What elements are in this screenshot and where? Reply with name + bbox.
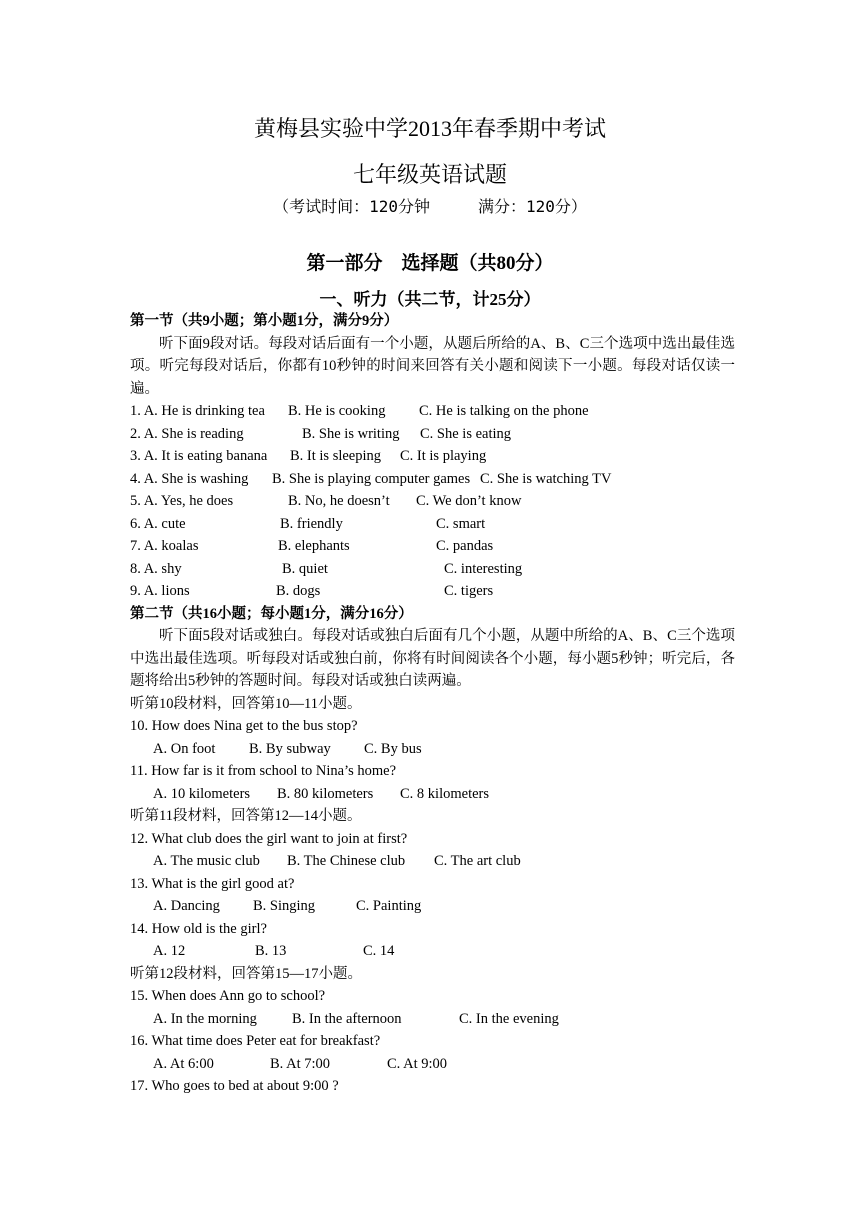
part-title: 第一部分 选择题（共80分） — [306, 253, 554, 274]
option-b: B. quiet — [282, 560, 328, 577]
option-a: A. 10 kilometers — [153, 785, 251, 802]
exam-info — [0, 194, 860, 217]
option-c: C. She is eating — [420, 425, 512, 442]
paper-title: 七年级英语试题 — [352, 162, 507, 187]
option-a: A. 12 — [153, 943, 186, 959]
option-c: C. pandas — [436, 538, 494, 554]
option-b: B. She is playing computer games — [272, 470, 471, 487]
exam-content — [130, 310, 735, 1098]
option-b: B. The Chinese club — [287, 853, 406, 869]
option-b: B. She is writing — [302, 425, 400, 442]
option-b: B. He is cooking — [288, 403, 386, 419]
question-16: 16. What time does Peter eat for breakfast? — [130, 1033, 381, 1049]
option-c: C. 8 kilometers — [400, 785, 490, 802]
option-c: C. At 9:00 — [387, 1055, 448, 1072]
sec2-instruction: 听下面5段对话或独白。每段对话或独白后面有几个小题，从题中所给的A、B、C三个选项中选出最佳选项。听每段对话或独白前，你将有时间阅读各个小题，每小题5秒钟；听完后，各题将给出5秒钟的答题时间。每段对话或独白读两遍。 — [130, 628, 735, 689]
option-b: B. Singing — [253, 898, 316, 914]
option-c: C. interesting — [444, 560, 523, 577]
option-a: A. On foot — [153, 740, 216, 757]
option-a: 6. A. cute — [130, 515, 186, 532]
time-info: （考试时间：120分钟 — [273, 197, 430, 216]
option-a: A. Dancing — [153, 898, 220, 914]
option-c: C. The art club — [434, 853, 521, 869]
sec1-heading: 第一节（共9小题；第小题1分，满分9分） — [130, 313, 399, 329]
option-b: B. By subway — [249, 740, 331, 757]
option-c: C. She is watching TV — [480, 470, 612, 487]
sec2-heading: 第二节（共16小题；每小题1分，满分16分） — [130, 605, 413, 622]
option-c: C. By bus — [364, 740, 422, 757]
option-c: C. We don’t know — [416, 493, 522, 509]
question-8 — [130, 558, 735, 581]
option-c: C. He is talking on the phone — [419, 403, 589, 419]
question-13: 13. What is the girl good at? — [130, 875, 295, 892]
option-b: B. It is sleeping — [290, 448, 382, 464]
question-5 — [130, 490, 735, 513]
option-a: 9. A. lions — [130, 583, 190, 599]
question-13-options — [130, 895, 735, 918]
score-info: 满分：120分） — [478, 197, 587, 216]
option-c: C. Painting — [356, 898, 422, 914]
question-3 — [130, 445, 735, 468]
question-11: 11. How far is it from school to Nina’s home? — [130, 763, 397, 779]
option-a: 3. A. It is eating banana — [130, 448, 268, 464]
question-14: 14. How old is the girl? — [130, 920, 267, 937]
section-title: 一、听力（共二节，计25分） — [319, 290, 541, 309]
question-2 — [130, 423, 735, 446]
option-a: 8. A. shy — [130, 560, 182, 577]
question-12: 12. What club does the girl want to join at first? — [130, 830, 408, 847]
question-4 — [130, 468, 735, 491]
question-7 — [130, 535, 735, 558]
option-a: 2. A. She is reading — [130, 425, 244, 442]
question-15-options — [130, 1008, 735, 1031]
option-b: B. dogs — [276, 583, 321, 599]
option-a: 5. A. Yes, he does — [130, 493, 234, 509]
option-a: 7. A. koalas — [130, 538, 199, 554]
option-b: B. 13 — [255, 943, 287, 959]
question-12-options — [130, 850, 735, 873]
option-b: B. In the afternoon — [292, 1010, 402, 1027]
option-a: 4. A. She is washing — [130, 470, 249, 487]
question-17: 17. Who goes to bed at about 9:00 ? — [130, 1078, 339, 1094]
question-14-options — [130, 940, 735, 963]
option-c: C. tigers — [444, 583, 494, 599]
question-9 — [130, 580, 735, 603]
option-c: C. It is playing — [400, 448, 487, 464]
material-note: 听第11段材料，回答第12—14小题。 — [130, 808, 362, 824]
question-16-options — [130, 1053, 735, 1076]
option-a: A. In the morning — [153, 1010, 257, 1027]
option-a: A. At 6:00 — [153, 1055, 214, 1072]
option-c: C. In the evening — [459, 1010, 559, 1027]
option-b: B. 80 kilometers — [277, 785, 374, 802]
material-note: 听第12段材料，回答第15—17小题。 — [130, 965, 362, 982]
question-10: 10. How does Nina get to the bus stop? — [130, 718, 358, 734]
option-b: B. elephants — [278, 538, 350, 554]
question-1 — [130, 400, 735, 423]
question-11-options — [130, 783, 735, 806]
option-a: 1. A. He is drinking tea — [130, 403, 265, 419]
option-b: B. At 7:00 — [270, 1055, 331, 1072]
question-15: 15. When does Ann go to school? — [130, 988, 326, 1004]
option-b: B. No, he doesn’t — [288, 493, 390, 509]
option-a: A. The music club — [153, 853, 260, 869]
question-10-options — [130, 738, 735, 761]
question-6 — [130, 513, 735, 536]
school-title: 黄梅县实验中学2013年春季期中考试 — [253, 116, 606, 141]
option-c: C. 14 — [363, 943, 395, 959]
option-c: C. smart — [436, 515, 486, 532]
sec1-instruction: 听下面9段对话。每段对话后面有一个小题，从题后所给的A、B、C三个选项中选出最佳选项。听完每段对话后，你都有10秒钟的时间来回答有关小题和阅读下一小题。每段对话仅读一遍。 — [130, 335, 735, 397]
option-b: B. friendly — [280, 515, 343, 532]
material-note: 听第10段材料，回答第10—11小题。 — [130, 695, 362, 712]
